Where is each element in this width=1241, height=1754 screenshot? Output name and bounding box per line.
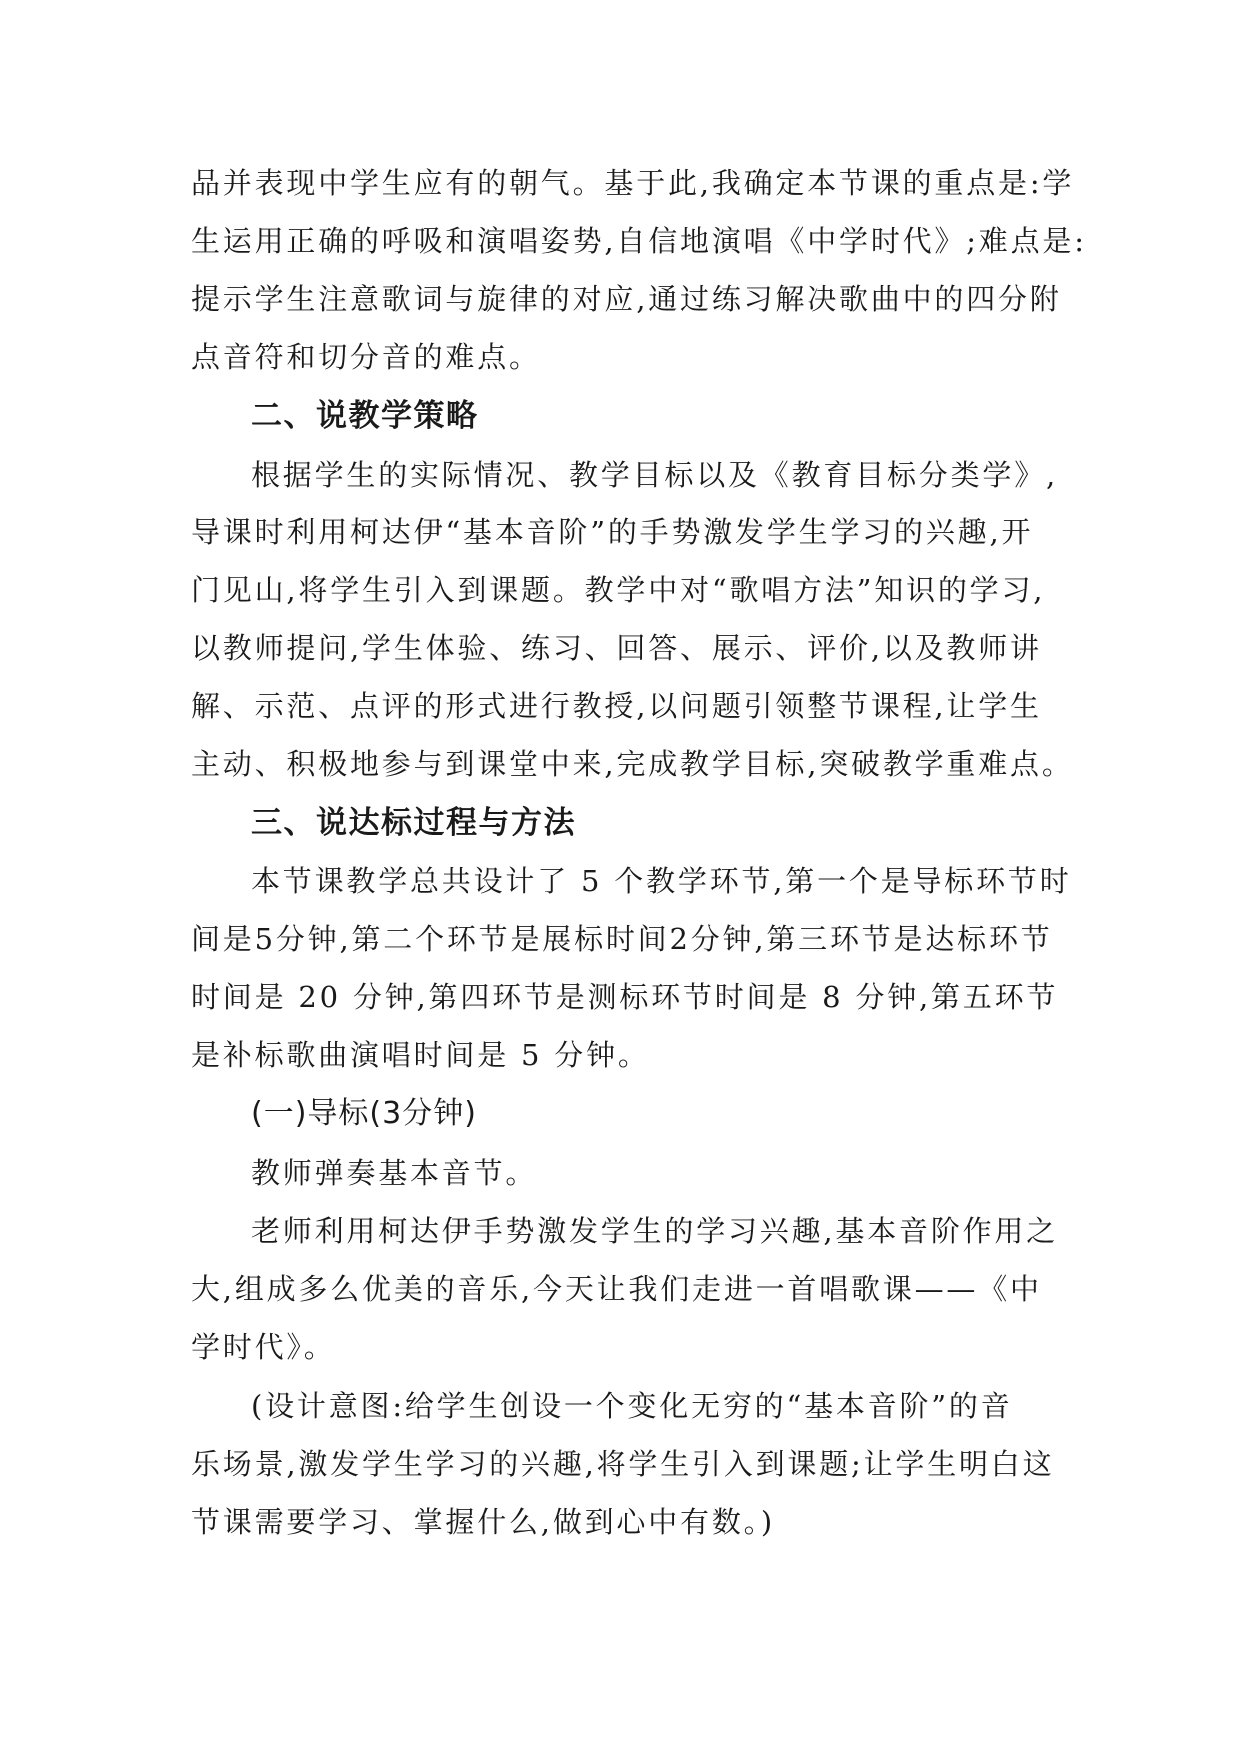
section-2-line-3: 门见山,将学生引入到课题。教学中对“歌唱方法”知识的学习, [191, 573, 1046, 607]
section-2-line-6: 主动、积极地参与到课堂中来,完成教学目标,突破教学重难点。 [191, 747, 1074, 781]
subsection-1-paragraph-2-line-2: 大,组成多么优美的音乐,今天让我们走进一首唱歌课——《中 [191, 1272, 1042, 1306]
section-3-line-3: 时间是 20 分钟,第四环节是测标环节时间是 8 分钟,第五环节 [191, 980, 1059, 1014]
section-2-line-1: 根据学生的实际情况、教学目标以及《教育目标分类学》, [251, 458, 1059, 492]
design-intent-line-3: 节课需要学习、掌握什么,做到心中有数。) [191, 1505, 776, 1539]
subsection-1-heading: (一)导标(3分钟) [251, 1096, 477, 1131]
design-intent-line-1: (设计意图:给学生创设一个变化无穷的“基本音阶”的音 [251, 1389, 1013, 1423]
section-3-line-2: 间是5分钟,第二个环节是展标时间2分钟,第三环节是达标环节 [191, 922, 1053, 956]
section-2-line-4: 以教师提问,学生体验、练习、回答、展示、评价,以及教师讲 [191, 631, 1042, 665]
section-3-line-4: 是补标歌曲演唱时间是 5 分钟。 [191, 1038, 650, 1072]
design-intent-line-2: 乐场景,激发学生学习的兴趣,将学生引入到课题;让学生明白这 [191, 1447, 1055, 1481]
intro-line-4: 点音符和切分音的难点。 [191, 340, 541, 374]
intro-line-2: 生运用正确的呼吸和演唱姿势,自信地演唱《中学时代》;难点是: [191, 224, 1087, 258]
section-3-heading: 三、说达标过程与方法 [251, 805, 576, 841]
section-2-line-2: 导课时利用柯达伊“基本音阶”的手势激发学生学习的兴趣,开 [191, 515, 1034, 549]
subsection-1-paragraph-2-line-3: 学时代》。 [191, 1330, 336, 1364]
intro-line-1: 品并表现中学生应有的朝气。基于此,我确定本节课的重点是:学 [191, 166, 1075, 200]
section-2-line-5: 解、示范、点评的形式进行教授,以问题引领整节课程,让学生 [191, 689, 1042, 723]
subsection-1-paragraph-1: 教师弹奏基本音节。 [251, 1156, 538, 1190]
section-2-heading: 二、说教学策略 [251, 398, 479, 434]
intro-line-3: 提示学生注意歌词与旋律的对应,通过练习解决歌曲中的四分附 [191, 282, 1062, 316]
section-3-line-1: 本节课教学总共设计了 5 个教学环节,第一个是导标环节时 [251, 864, 1072, 898]
subsection-1-paragraph-2-line-1: 老师利用柯达伊手势激发学生的学习兴趣,基本音阶作用之 [251, 1214, 1059, 1248]
